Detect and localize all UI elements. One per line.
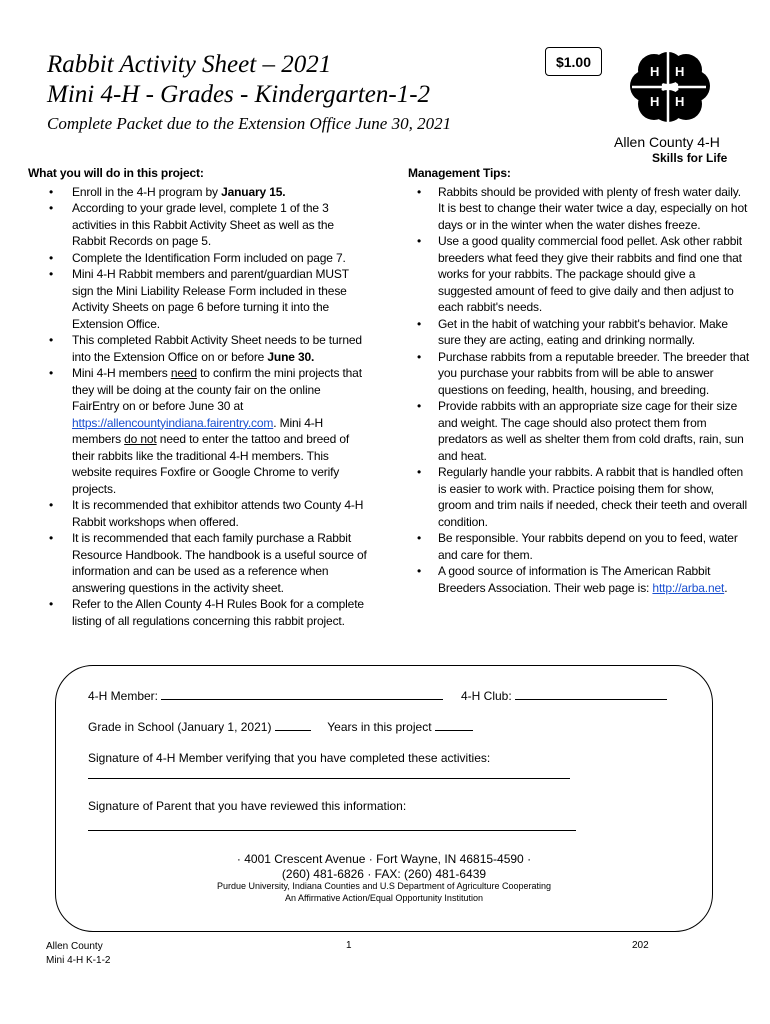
page-number: 1 (346, 940, 352, 951)
svg-text:H: H (650, 64, 660, 79)
svg-text:H: H (675, 94, 685, 109)
grade-field-row (88, 718, 473, 734)
tips-heading: Management Tips: (408, 166, 511, 180)
club-label: 4-H Club: (461, 689, 512, 703)
document-title (47, 50, 430, 110)
office-phone: (260) 481-6826 · FAX: (260) 481-6439 (281, 867, 487, 881)
due-date-subtitle: Complete Packet due to the Extension Office June 30, 2021 (47, 114, 452, 133)
svg-text:H: H (650, 94, 660, 109)
member-signature-field[interactable] (88, 778, 570, 779)
4-h-clover-logo (624, 46, 716, 128)
list-item: • Mini 4-H members need to confirm the mini projects that they will be doing at the county fair on the online FairEntry on or before June 30 at https://allencountyindiana.fairentry.com. Mini 4-H members do not need to enter the tattoo and breed of their rabbits like the traditional 4-H members. This website requires Foxfire or Google Chrome to verify projects. (28, 365, 368, 497)
management-tips-column (408, 165, 750, 596)
list-item: • Regularly handle your rabbits. A rabbit that is handled often is easier to work with. Practice poising them for show, groom and trim nails if needed, check their teeth and overall condition. (408, 464, 750, 530)
title-line-1: Rabbit Activity Sheet – 2021 (47, 51, 332, 78)
member-field-row (88, 687, 443, 703)
grade-label: Grade in School (January 1, 2021) (88, 720, 272, 734)
member-label: 4-H Member: (88, 689, 159, 703)
club-name-field[interactable] (515, 687, 667, 700)
years-label: Years in this project (327, 720, 432, 734)
eeo-statement: An Affirmative Action/Equal Opportunity Institution (285, 893, 483, 903)
footer-code: Mini 4-H K-1-2 (46, 955, 111, 966)
footer-left (46, 940, 110, 968)
office-address: · 4001 Crescent Avenue · Fort Wayne, IN 46815-4590 · (236, 852, 532, 866)
project-tasks-column (28, 165, 368, 629)
years-field[interactable] (435, 718, 473, 731)
club-field-row (461, 687, 667, 703)
list-item: • Refer to the Allen County 4-H Rules Book for a complete listing of all regulations concerning this rabbit project. (28, 596, 368, 629)
list-item: • It is recommended that each family purchase a Rabbit Resource Handbook. The handbook is a useful source of information and can be used as a reference when answering questions in the activity sheet. (28, 530, 368, 596)
member-name-field[interactable] (161, 687, 443, 700)
member-info-form (55, 665, 713, 932)
title-line-2: Mini 4-H - Grades - Kindergarten-1-2 (47, 81, 431, 108)
tasks-list (28, 184, 368, 630)
grade-field[interactable] (275, 718, 311, 731)
member-signature-label: Signature of 4-H Member verifying that you have completed these activities: (88, 751, 491, 765)
list-item: • Be responsible. Your rabbits depend on you to feed, water and care for them. (408, 530, 750, 563)
list-item: • According to your grade level, complete 1 of the 3 activities in this Rabbit Activity Sheet as well as the Rabbit Records on page 5. (28, 200, 368, 250)
parent-signature-field[interactable] (88, 830, 576, 831)
list-item: • Get in the habit of watching your rabbit's behavior. Make sure they are acting, eating and drinking normally. (408, 316, 750, 349)
list-item: • Use a good quality commercial food pellet. Ask other rabbit breeders what feed they give their rabbits and find one that works for your rabbits. The package should give a suggested amount of feed to give daily and then adjust to each rabbit's needs. (408, 233, 750, 316)
list-item: • A good source of information is The American Rabbit Breeders Association. Their web page is: http://arba.net. (408, 563, 750, 596)
svg-text:H: H (675, 64, 685, 79)
parent-signature-label: Signature of Parent that you have reviewed this information: (88, 799, 407, 813)
footer-county: Allen County (46, 941, 103, 952)
list-item: • Mini 4-H Rabbit members and parent/guardian MUST sign the Mini Liability Release Form included in these Activity Sheets on page 6 before turning it into the Extension Office. (28, 266, 368, 332)
list-item: • Enroll in the 4-H program by January 15. (28, 184, 368, 201)
tips-list (408, 184, 750, 597)
list-item: • This completed Rabbit Activity Sheet needs to be turned into the Extension Office on or before June 30. (28, 332, 368, 365)
arba-link[interactable]: http://arba.net (652, 580, 725, 595)
county-name: Allen County 4-H (614, 134, 720, 150)
list-item: • Rabbits should be provided with plenty of fresh water daily. It is best to change their water twice a day, especially on hot days or in the winter when the water dishes freeze. (408, 184, 750, 234)
price-box: $1.00 (545, 47, 602, 76)
list-item: • Complete the Identification Form included on page 7. (28, 250, 368, 267)
fairentry-link[interactable]: https://allencountyindiana.fairentry.com (72, 415, 274, 430)
list-item: • It is recommended that exhibitor attends two County 4-H Rabbit workshops when offered. (28, 497, 368, 530)
tagline: Skills for Life (652, 151, 728, 165)
list-item: • Purchase rabbits from a reputable breeder. The breeder that you purchase your rabbits from will be able to answer questions on feeding, health, housing, and breeding. (408, 349, 750, 399)
footer-right: 202 (632, 940, 649, 951)
tasks-heading: What you will do in this project: (28, 166, 204, 180)
list-item: • Provide rabbits with an appropriate size cage for their size and weight. The cage should also protect them from predators as well as shelter them from cold drafts, rain, sun and heat. (408, 398, 750, 464)
purdue-statement: Purdue University, Indiana Counties and U.S Department of Agriculture Cooperating (216, 881, 551, 891)
